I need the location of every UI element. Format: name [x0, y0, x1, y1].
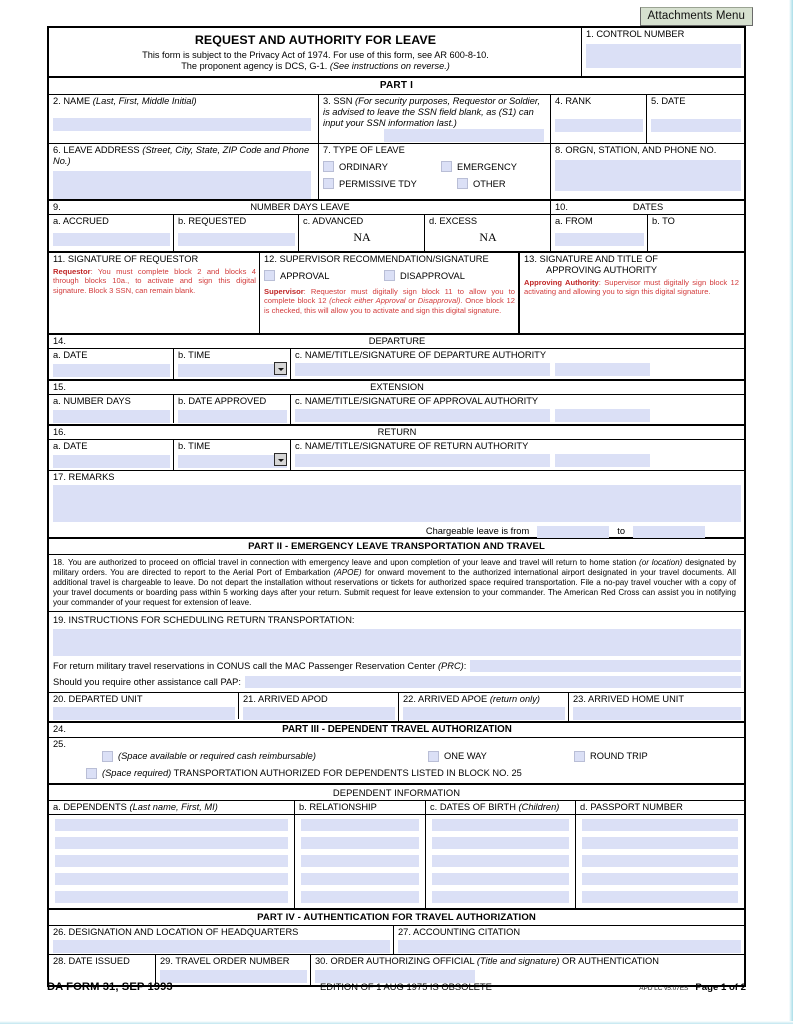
block-30-label: 30. ORDER AUTHORIZING OFFICIAL (Title and signature) OR AUTHENTICATION [315, 956, 659, 967]
emergency-label: EMERGENCY [457, 162, 517, 173]
table-row[interactable] [582, 855, 738, 867]
other-label: OTHER [473, 179, 506, 190]
space-required-italic: (Space required) [102, 767, 172, 778]
block-16c-label: c. NAME/TITLE/SIGNATURE OF RETURN AUTHORITY [295, 440, 529, 451]
block-13-red-note [524, 278, 739, 297]
part-3-cell [49, 723, 744, 737]
block-14c-authority-cell [291, 349, 744, 379]
extension-authority-input-2[interactable] [555, 409, 650, 422]
block-15b-date-approved-cell [174, 395, 291, 424]
approval-checkbox[interactable] [264, 270, 275, 281]
dob-col-hint: (Children) [518, 801, 560, 812]
ssn-input[interactable] [384, 129, 544, 142]
block-5-label: 5. DATE [651, 96, 686, 107]
blocks-2-5-row [49, 95, 744, 143]
block-18-cell [49, 555, 744, 611]
block-21-cell [239, 693, 399, 721]
block-18-number: 18. [53, 558, 65, 568]
dependents-col-hint: (Last name, First, MI) [129, 801, 218, 812]
apd-version: APD LC v5.07ES [639, 985, 689, 992]
block-13-label-line-2: APPROVING AUTHORITY [546, 265, 658, 276]
supervisor-recommendation-options [264, 270, 515, 282]
type-of-leave-row-2 [323, 178, 547, 190]
block-13-label-line-1: 13. SIGNATURE AND TITLE OF [524, 254, 658, 265]
departure-authority-input-2[interactable] [555, 363, 650, 376]
block-4-rank-cell [551, 95, 647, 143]
block-16c-authority-cell [291, 440, 744, 470]
block-17-remarks-cell [49, 471, 744, 537]
proponent-agency-text: The proponent agency is DCS, G-1. [181, 61, 328, 72]
extension-number-days-input[interactable] [53, 410, 170, 423]
block-9a-label: a. ACCRUED [53, 216, 109, 227]
block-14-number: 14. [53, 336, 66, 347]
approval-label: APPROVAL [280, 271, 330, 282]
block-18-italic-1: (or location) [639, 558, 683, 568]
block-3-hint: (For security purposes, Requestor or Soldier, is advised to leave the SSN field blank, as (S1) can input your SSN information last.) [323, 96, 541, 129]
table-row[interactable] [55, 837, 288, 849]
block-3-label: 3. SSN (For security purposes, Requestor or Soldier, is advised to leave the SSN field blank, as (S1) can input your SSN information last.) [323, 96, 541, 129]
privacy-act-line-1: This form is subject to the Privacy Act of 1974. For use of this form, see AR 600-8-10. [142, 49, 489, 60]
part-3-band: PART III - DEPENDENT TRAVEL AUTHORIZATION [282, 724, 512, 736]
supervisor-note-text-b: . Once block 12 is checked, this will allow you to activate and sign this digital signature. [264, 296, 515, 315]
block-15c-label: c. NAME/TITLE/SIGNATURE OF APPROVAL AUTHORITY [295, 395, 539, 406]
passport-col-label: d. PASSPORT NUMBER [580, 801, 683, 812]
block-20-cell [49, 693, 239, 719]
block-25-options-row-2 [53, 768, 741, 779]
dependents-col-label: a. DEPENDENTS [53, 801, 127, 812]
permissive-tdy-label: PERMISSIVE TDY [339, 179, 417, 190]
dependent-col-b-header [295, 801, 426, 814]
block-8-orgn-cell [551, 144, 744, 199]
block-18-italic-2: (APOE) [333, 568, 362, 578]
return-authority-input-2[interactable] [555, 454, 650, 467]
permissive-tdy-checkbox[interactable] [323, 178, 334, 189]
block-5-date-cell [647, 95, 744, 143]
da-form-31 [47, 26, 746, 987]
block-29-label: 29. TRAVEL ORDER NUMBER [160, 956, 290, 967]
block-21-label: 21. ARRIVED APOD [243, 694, 328, 705]
chargeable-leave-label: Chargeable leave is from [425, 526, 530, 537]
extension-authority-input[interactable] [295, 409, 550, 422]
block-18-paragraph [53, 556, 741, 610]
accounting-citation-input[interactable] [398, 940, 741, 953]
blocks-9-10-fields-row [49, 214, 744, 251]
block-4-label: 4. RANK [555, 96, 592, 107]
ordinary-checkbox[interactable] [323, 161, 334, 172]
disapproval-label: DISAPPROVAL [400, 271, 465, 282]
rank-input[interactable] [555, 119, 643, 132]
block-27-label: 27. ACCOUNTING CITATION [398, 927, 521, 938]
attachments-menu-container [640, 6, 753, 26]
dob-column [426, 815, 576, 908]
table-row[interactable] [582, 891, 738, 903]
block-10b-to-cell [648, 215, 744, 251]
control-number-label: 1. CONTROL NUMBER [586, 29, 685, 39]
type-emergency-option[interactable] [441, 161, 517, 173]
part-1-band: PART I [49, 76, 744, 95]
approving-authority-note-lead: Approving Authority [524, 278, 599, 288]
block-16a-date-cell [49, 440, 174, 470]
block-9d-excess-cell [425, 215, 551, 251]
block-15a-label: a. NUMBER DAYS [53, 395, 131, 406]
block-19-row [49, 611, 744, 692]
table-row[interactable] [432, 819, 569, 831]
block-15b-label: b. DATE APPROVED [178, 395, 267, 406]
other-checkbox[interactable] [457, 178, 468, 189]
block-23-label: 23. ARRIVED HOME UNIT [573, 694, 685, 705]
supervisor-note-italic: (check either Approval or Disapproval) [329, 296, 461, 306]
part-4-band: PART IV - AUTHENTICATION FOR TRAVEL AUTHORIZATION [49, 908, 744, 926]
chargeable-to-input[interactable] [633, 526, 705, 538]
block-24-number: 24. [53, 724, 66, 735]
supervisor-note-lead: Supervisor [264, 287, 304, 297]
block-9-number: 9. [53, 202, 61, 213]
departure-date-input[interactable] [53, 364, 170, 377]
edition-note: EDITION OF 1 AUG 1975 IS OBSOLETE [319, 981, 492, 992]
block-10a-label: a. FROM [555, 216, 593, 227]
block-25-cell [49, 738, 744, 783]
block-15-number: 15. [53, 382, 66, 393]
conus-text: For return military travel reservations in CONUS call the MAC Passenger Reservation Center (PRC): [53, 660, 467, 671]
space-required-label [102, 768, 522, 779]
block-8-label: 8. ORGN, STATION, AND PHONE NO. [555, 145, 717, 156]
chargeable-leave-row [53, 526, 741, 538]
table-row[interactable] [301, 855, 419, 867]
block-15a-number-days-cell [49, 395, 174, 423]
extension-date-approved-input[interactable] [178, 410, 287, 423]
block-23-cell [569, 693, 744, 721]
return-transportation-instructions-input[interactable] [53, 629, 741, 656]
space-available-label: (Space available or required cash reimbursable) [118, 750, 316, 761]
block-11-label: 11. SIGNATURE OF REQUESTOR [53, 254, 199, 265]
block-2-label: 2. NAME (Last, First, Middle Initial) [53, 96, 197, 107]
block-15-title-cell [49, 381, 744, 394]
conus-phone-input[interactable] [470, 660, 741, 672]
requestor-note-text: : You must complete block 2 and blocks 4 through blocks 10a., to activate and sign this digital signature. Block 3 SSN, can remain blank. [53, 267, 256, 295]
excess-value: NA [479, 230, 497, 245]
table-row[interactable] [301, 873, 419, 885]
page-title: REQUEST AND AUTHORITY FOR LEAVE [194, 33, 437, 47]
block-12-red-note [264, 287, 515, 315]
departure-authority-input[interactable] [295, 363, 550, 376]
block-9b-label: b. REQUESTED [178, 216, 247, 227]
block-14-title-row [49, 333, 744, 348]
headquarters-input[interactable] [53, 940, 390, 953]
blocks-9-10-title-row [49, 199, 744, 214]
privacy-act-line-2 [53, 61, 578, 72]
table-row[interactable] [55, 855, 288, 867]
table-row[interactable] [582, 837, 738, 849]
block-18-text-2: designated by military orders. You are directed to report to the Aerial Port of Embarkation [53, 558, 737, 578]
block-6-hint: (Street, City, State, ZIP Code and Phone No.) [53, 145, 310, 167]
pap-text: Should you require other assistance call PAP: [53, 676, 241, 687]
control-number-cell [582, 28, 744, 76]
block-14-fields-row [49, 348, 744, 379]
block-17-row [49, 470, 744, 537]
block-28-label: 28. DATE ISSUED [53, 956, 130, 967]
blocks-6-8-row [49, 143, 744, 199]
block-30-hint: (Title and signature) [476, 956, 560, 967]
block-11-red-note [53, 267, 256, 295]
dependent-col-c-header [426, 801, 576, 814]
block-20-label: 20. DEPARTED UNIT [53, 694, 143, 705]
from-date-input[interactable] [555, 233, 644, 246]
dependent-table-body-row [49, 814, 744, 908]
approving-authority-note-text: : Supervisor must digitally sign block 12 activating and allowing you to sign this digital signature. [524, 278, 740, 297]
advanced-value: NA [353, 230, 371, 245]
block-7-label: 7. TYPE OF LEAVE [323, 145, 405, 156]
supervisor-note-text-a: : Requestor must digitally sign block 11 to allow you to complete block 12 [264, 287, 515, 306]
remarks-input[interactable] [53, 485, 741, 522]
space-available-checkbox[interactable] [102, 751, 113, 762]
table-row[interactable] [55, 891, 288, 903]
table-row[interactable] [301, 891, 419, 903]
block-9a-accrued-cell [49, 215, 174, 251]
return-time-input[interactable] [178, 455, 287, 468]
departed-unit-input[interactable] [53, 707, 235, 720]
blocks-20-23-row [49, 692, 744, 721]
arrived-home-unit-input[interactable] [573, 707, 741, 720]
block-9-title: NUMBER DAYS LEAVE [250, 202, 350, 213]
block-14-title-cell [49, 335, 744, 348]
table-row[interactable] [582, 873, 738, 885]
arrived-apod-input[interactable] [243, 707, 395, 720]
pap-phone-input[interactable] [245, 676, 741, 688]
attachments-menu-button[interactable]: Attachments Menu [640, 7, 753, 26]
block-16-title-row [49, 424, 744, 439]
page-edge-right [789, 0, 793, 1024]
name-input[interactable] [53, 118, 311, 131]
to-date-input[interactable] [652, 233, 741, 246]
relationship-col-label: b. RELATIONSHIP [299, 801, 377, 812]
one-way-checkbox[interactable] [428, 751, 439, 762]
passport-column [576, 815, 744, 908]
departure-time-input[interactable] [178, 364, 287, 377]
conus-reservation-row [53, 660, 741, 672]
control-number-input[interactable] [586, 44, 741, 68]
requested-input[interactable] [178, 233, 295, 246]
form-header-row [49, 28, 744, 76]
block-18-text-3: for onward movement to the authorized international airport designated in your travel documents. All additional travel is chargeable to leave. Do not depart the installation without reservations or tickets for authorized space required transportation. File a no-pay travel voucher with a copy of your travel documents or boarding pass within 5 working days after your return. Submit request for leave extension to your commander. The American Red Cross can assist you in notifying your commander of your request for extension of leave. [53, 568, 736, 608]
ordinary-label: ORDINARY [339, 162, 388, 173]
block-13-approving-authority-cell [519, 253, 742, 333]
page-number: Page 1 of 2 [695, 982, 746, 993]
extension-authority-fields [295, 407, 741, 422]
block-16-fields-row [49, 439, 744, 470]
extension-title: EXTENSION [370, 381, 424, 392]
table-row[interactable] [301, 837, 419, 849]
orgn-station-phone-input[interactable] [555, 160, 741, 191]
block-18-text-1: You are authorized to proceed on official travel in connection with emergency leave and upon completion of your leave and travel will return to home station [68, 558, 640, 568]
requestor-note-lead: Requestor [53, 267, 91, 277]
type-of-leave-row-1 [323, 161, 547, 173]
block-16a-label: a. DATE [53, 440, 88, 451]
block-19-cell [49, 612, 744, 692]
table-row[interactable] [432, 855, 569, 867]
block-19-label: 19. INSTRUCTIONS FOR SCHEDULING RETURN TRANSPORTATION: [53, 615, 355, 626]
disapproval-option[interactable] [384, 270, 465, 282]
block-15-title-row [49, 379, 744, 394]
block-10-number: 10. [555, 202, 568, 213]
form-footer [47, 981, 746, 993]
block-14b-label: b. TIME [178, 350, 211, 361]
block-17-label: 17. REMARKS [53, 471, 115, 482]
block-26-cell [49, 926, 394, 954]
block-9c-advanced-cell [299, 215, 425, 251]
dependents-column [49, 815, 295, 908]
block-14a-date-cell [49, 349, 174, 379]
type-other-option[interactable] [441, 178, 506, 190]
block-16b-time-cell [174, 440, 291, 470]
emergency-checkbox[interactable] [441, 161, 452, 172]
dependent-columns-header-row [49, 801, 744, 814]
block-15-fields-row [49, 394, 744, 424]
accrued-input[interactable] [53, 233, 170, 246]
return-date-input[interactable] [53, 455, 170, 468]
part-2-band: PART II - EMERGENCY LEAVE TRANSPORTATION AND TRAVEL [49, 537, 744, 555]
block-14a-label: a. DATE [53, 350, 88, 361]
departure-time-dropdown-icon[interactable] [274, 362, 287, 375]
chargeable-to-label: to [617, 526, 625, 537]
block-11-signature-requestor-cell [49, 253, 260, 333]
block-6-label: 6. LEAVE ADDRESS (Street, City, State, ZIP Code and Phone No.) [53, 145, 310, 167]
block-26-label: 26. DESIGNATION AND LOCATION OF HEADQUARTERS [53, 927, 299, 938]
form-id: DA FORM 31, SEP 1993 [47, 981, 173, 993]
return-authority-input[interactable] [295, 454, 550, 467]
round-trip-checkbox[interactable] [574, 751, 585, 762]
block-2-hint: (Last, First, Middle Initial) [92, 96, 197, 107]
block-12-supervisor-cell [260, 253, 519, 333]
block-6-leave-address-cell [49, 144, 319, 199]
block-9c-label: c. ADVANCED [303, 216, 364, 227]
type-permissive-tdy-option[interactable] [323, 178, 441, 190]
dependent-col-d-header [576, 801, 744, 814]
block-22-cell [399, 693, 569, 721]
block-7-type-of-leave-cell [319, 144, 551, 199]
block-15c-authority-cell [291, 395, 744, 424]
block-22-hint: (return only) [489, 694, 540, 705]
block-25-number: 25. [53, 738, 66, 749]
block-9d-label: d. EXCESS [429, 216, 478, 227]
block-22-label: 22. ARRIVED APOE (return only) [403, 694, 540, 705]
block-10-title: DATES [632, 202, 664, 213]
departure-authority-fields [295, 361, 741, 376]
block-10-title-cell [551, 201, 744, 214]
date-input[interactable] [651, 119, 741, 132]
type-ordinary-option[interactable] [323, 161, 441, 173]
dependent-col-a-header [49, 801, 295, 814]
chargeable-from-input[interactable] [537, 526, 609, 538]
block-18-row [49, 555, 744, 611]
table-row[interactable] [55, 819, 288, 831]
block-10a-from-cell [551, 215, 648, 251]
space-required-text: TRANSPORTATION AUTHORIZED FOR DEPENDENTS LISTED IN BLOCK NO. 25 [171, 767, 522, 778]
block-3-ssn-cell [319, 95, 551, 143]
blocks-11-13-row [49, 251, 744, 333]
dependent-information-title: DEPENDENT INFORMATION [49, 783, 744, 801]
table-row[interactable] [432, 873, 569, 885]
pap-assistance-row [53, 676, 741, 688]
block-16b-label: b. TIME [178, 440, 211, 451]
approval-option[interactable] [264, 270, 384, 282]
block-14c-label: c. NAME/TITLE/SIGNATURE OF DEPARTURE AUTHORITY [295, 350, 547, 361]
block-12-label: 12. SUPERVISOR RECOMMENDATION/SIGNATURE [264, 254, 489, 265]
part-3-row [49, 721, 744, 737]
table-row[interactable] [432, 837, 569, 849]
block-27-cell [394, 926, 744, 954]
block-16-number: 16. [53, 426, 66, 437]
one-way-label: ONE WAY [444, 750, 487, 761]
leave-address-input[interactable] [53, 171, 311, 199]
block-14b-time-cell [174, 349, 291, 379]
round-trip-label: ROUND TRIP [590, 750, 648, 761]
relationship-column [295, 815, 426, 908]
blocks-26-27-row [49, 926, 744, 954]
block-2-name-cell [49, 95, 319, 143]
dob-col-label: c. DATES OF BIRTH [430, 801, 516, 812]
table-row[interactable] [301, 819, 419, 831]
arrived-apoe-input[interactable] [403, 707, 565, 720]
block-10b-label: b. TO [652, 216, 675, 227]
table-row[interactable] [55, 873, 288, 885]
block-9-title-cell [49, 201, 551, 214]
return-title: RETURN [377, 426, 417, 437]
instructions-reverse-note: (See instructions on reverse.) [329, 61, 450, 72]
table-row[interactable] [432, 891, 569, 903]
return-time-dropdown-icon[interactable] [274, 453, 287, 466]
space-required-checkbox[interactable] [86, 768, 97, 779]
prc-abbrev: (PRC) [437, 660, 464, 671]
disapproval-checkbox[interactable] [384, 270, 395, 281]
block-25-row [49, 737, 744, 783]
header-title-cell [49, 28, 582, 76]
block-25-options-row-1 [53, 751, 741, 762]
block-9b-requested-cell [174, 215, 299, 251]
return-authority-fields [295, 452, 741, 467]
table-row[interactable] [582, 819, 738, 831]
departure-title: DEPARTURE [368, 336, 426, 347]
block-16-title-cell [49, 426, 744, 439]
